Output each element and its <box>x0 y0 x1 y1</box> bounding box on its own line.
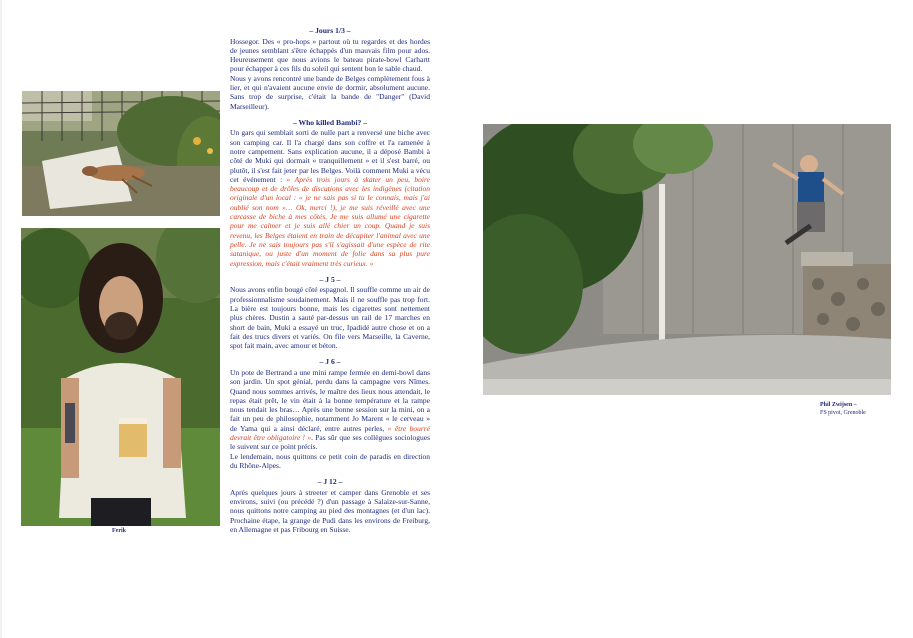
section-paragraph <box>230 285 430 350</box>
body-text: Un gars qui semblait sorti de nulle part a renversé une biche avec son camping car. Il l'a chargé dans son coffre et l'a ramenée à notre campement. Sans explication aucune, il a déposé Bambi à côté de Muki qui dormait « tranquillement » et il s'est barré, ou plutôt, il s'est fait jeter par les Belges. Voilà comment Muki a vécu cet événement : <box>230 128 430 184</box>
section-heading: – Jours 1/3 – <box>309 26 351 35</box>
section-paragraph <box>230 74 430 111</box>
body-text: Le lendemain, nous quittons ce petit coin de paradis en direction du Rhône-Alpes. <box>230 451 430 470</box>
quote-text: « être bourré devrait être obligatoire ! » <box>230 423 430 442</box>
caption-name: Ferik <box>112 528 126 534</box>
article-section <box>230 275 430 351</box>
section-paragraph <box>230 452 430 471</box>
section-heading: – J 5 – <box>319 274 341 284</box>
section-paragraph <box>230 37 430 74</box>
quote-text: « Après trois jours à skater un peu, boire beaucoup et de drôles de discutions avec les indigènes (citation originale d'un local : « je ne sais pas si tu le connais, mais j'ai oublié son nom »… Ok, merci !), je me suis réveillé avec une carcasse de biche à mes côtés. Je me suis allumé une cigarette pour me calmer et je suis allé chier un coup. Quand je suis revenu, les Belges étaient en train de décapiter l'animal avec une pelle. Je ne sais toujours pas s'il s'agissait d'une espèce de rite satanique, ou juste d'un moment de folie dans sa plus pure expression, mais c'était vraiment très curieux. » <box>230 174 430 268</box>
section-paragraph <box>230 368 430 452</box>
body-text: Hossegor. Des « pro-hops » partout où tu regardes et des hordes de jeunes semblant s'être échappés d'un mauvais film pour ados. Heureusement que nous avions le bateau pirate-bowl Carhartt pour échapper à ces fils du soleil qui sentent bon le sable chaud. <box>230 36 430 74</box>
body-text: Nous avons enfin bougé côté espagnol. Il souffle comme un air de professionnalisme soudainement. Mais il ne souffle pas trop fort. La bière est toujours bonne, mais les cigarettes sont nettement plus chères. Dustin a sauté par-dessus un rail de 17 marches en short de bain, Muki a essayé un truc, Ipadidé autre chose et on a fait des trucs divers et variés. On file vers Marseille, la Caverne, spot fait main, avec amour et béton. <box>230 285 430 351</box>
deer-photo <box>22 91 220 216</box>
body-text: Un pote de Bertrand a une mini rampe fermée en demi-bowl dans son jardin. Un spot génial, perdu dans la campagne vers Nîmes. Quand nous sommes arrivés, le maître des lieux nous attendait, le repas était prêt, le vin était à la bonne température et la rampe nous tendait les bras… Après une bonne session sur la mini, on a fait un peu de philosophie, notamment Jo Marent « le cerveau » de Yama qui a ainsi déclaré, entre autres perles, <box>230 367 430 433</box>
body-text: . Pas sûr que ses collègues sociologues le suivent sur ce point précis. <box>230 432 430 452</box>
skateboard-photo <box>483 124 891 395</box>
caption-skater-name: Phil Zwijsen – <box>820 402 857 408</box>
section-heading: – J 12 – <box>317 477 343 487</box>
section-heading: – J 6 – <box>319 357 341 367</box>
article-section <box>230 357 430 470</box>
photo-caption-skate <box>820 401 866 417</box>
article-section <box>230 26 430 111</box>
page-edge <box>0 0 2 638</box>
section-heading: – Who killed Bambi? – <box>292 117 368 127</box>
body-text: Après quelques jours à streeter et camper dans Grenoble et ses environs, suivi (ou précédé ?) d'un passage à Salaize-sur-Sanne, nous quittons notre camping au pied des montagnes (et d'un lac). Prochaine étape, la grange de Pudi dans les environs de Freiburg, en Allemagne et pas Fribourg en Suisse. <box>230 487 430 534</box>
portrait-photo <box>21 228 220 526</box>
article-section <box>230 477 430 534</box>
section-paragraph <box>230 488 430 534</box>
article-text-column <box>230 26 430 541</box>
body-text: Nous y avons rencontré une bande de Belges complètement fous à lier, et qui n'avaient aucune envie de dormir, absolument aucune. Sans trop de surprise, c'était la bande de "Danger" (David Marseilleur). <box>230 73 430 111</box>
section-paragraph <box>230 128 430 267</box>
photo-caption-ferik <box>112 528 126 534</box>
caption-trick: FS pivot, Grenoble <box>820 410 866 416</box>
article-section <box>230 118 430 268</box>
